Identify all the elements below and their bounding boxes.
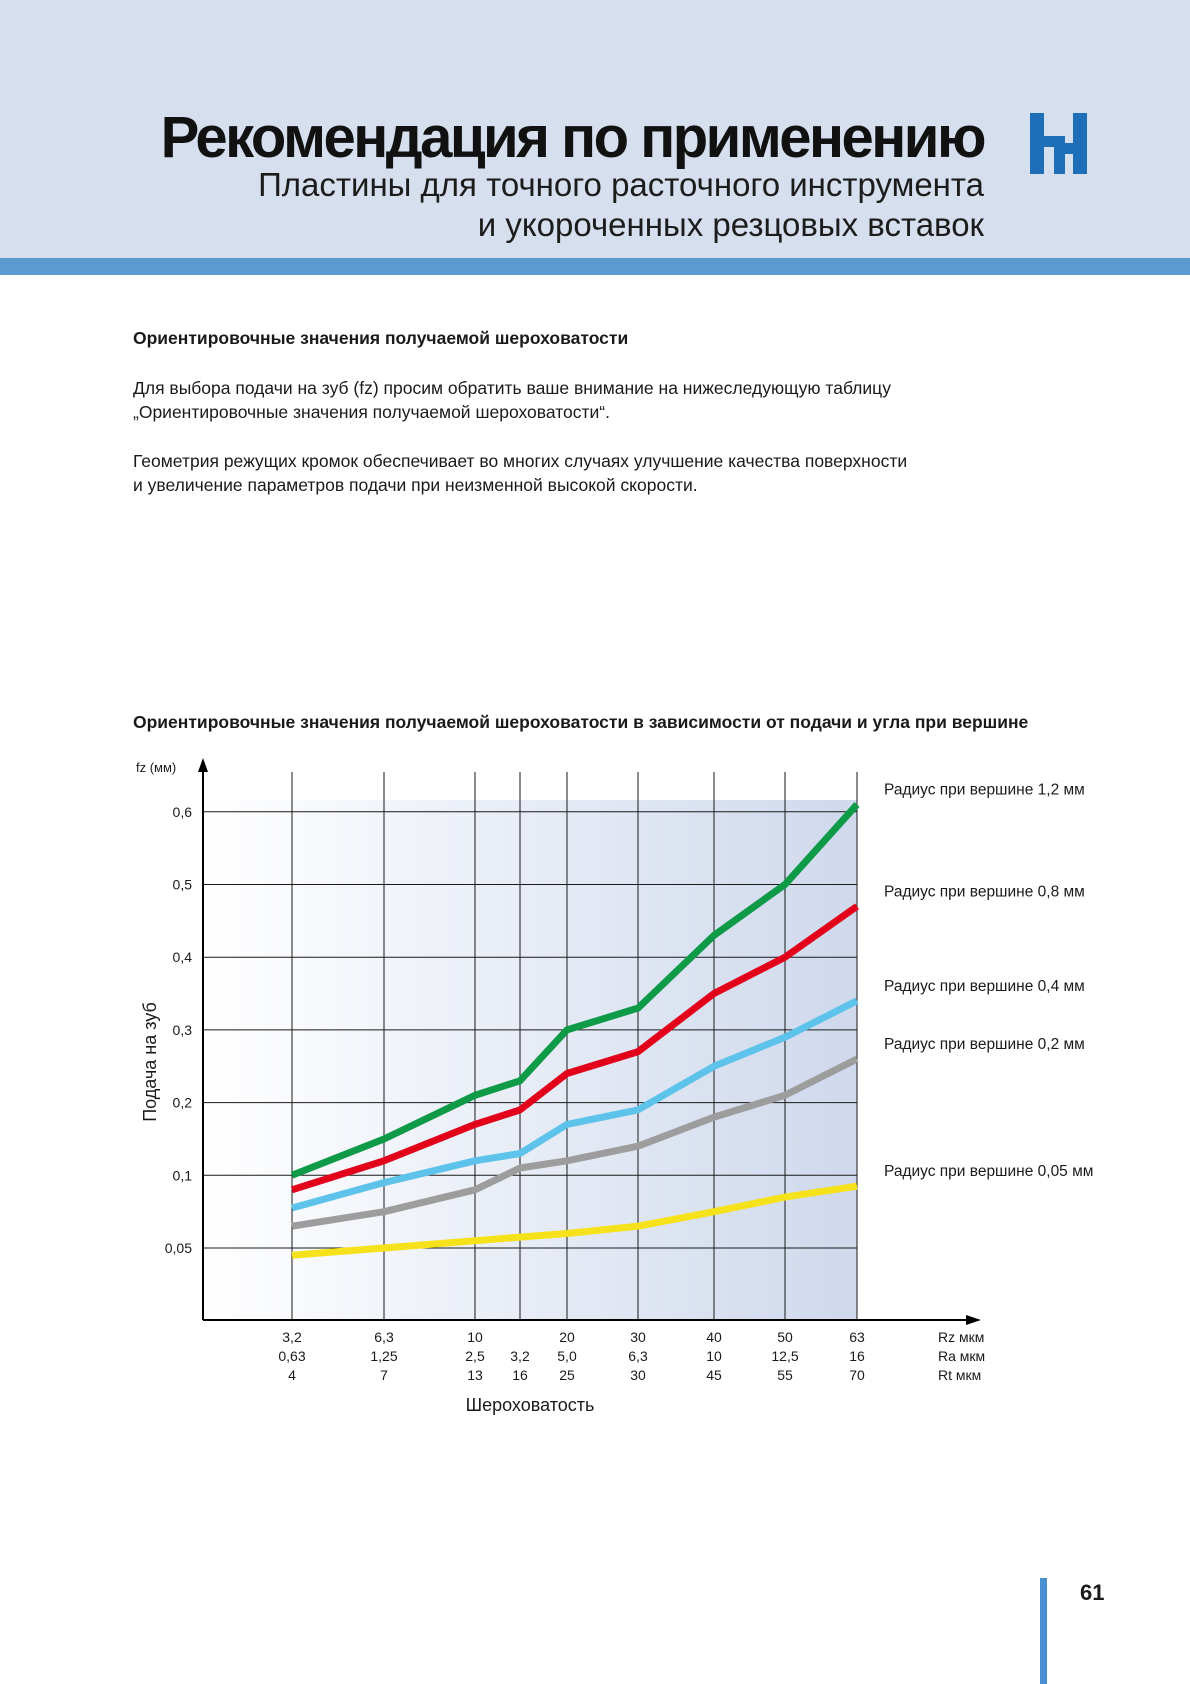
page-number-bar — [1040, 1578, 1047, 1684]
intro-paragraph — [133, 376, 891, 424]
header-stripe — [0, 258, 1190, 275]
x-row-unit-label: Ra мкм — [938, 1348, 986, 1364]
y-tick-label: 0,1 — [172, 1167, 192, 1184]
x-tick-label-ra: 6,3 — [628, 1348, 648, 1364]
x-tick-label-rt: 30 — [630, 1367, 646, 1383]
x-tick-label-rt: 70 — [849, 1367, 865, 1383]
y-axis-arrow-icon — [198, 758, 208, 772]
y-tick-label: 0,2 — [172, 1094, 192, 1111]
y-tick-labels — [165, 804, 192, 1256]
legend-label: Радиус при вершине 0,05 мм — [884, 1163, 1094, 1181]
x-tick-label-rt: 55 — [777, 1367, 793, 1383]
y-tick-label: 0,5 — [172, 876, 192, 893]
x-tick-label-rz: 6,3 — [374, 1329, 394, 1345]
plot-background — [203, 800, 857, 1320]
x-tick-labels — [278, 1329, 985, 1383]
x-tick-label-ra: 5,0 — [557, 1348, 577, 1364]
legend-label: Радиус при вершине 0,8 мм — [884, 883, 1085, 901]
page-title: Рекомендация по применению — [160, 105, 984, 170]
legend-label: Радиус при вершине 0,2 мм — [884, 1035, 1085, 1053]
chart-title: Ориентировочные значения получаемой шероховатости в зависимости от подачи и угла при вершине — [133, 712, 1029, 732]
page-subtitle-line1: Пластины для точного расточного инструмента — [258, 166, 984, 203]
x-tick-label-ra: 1,25 — [370, 1348, 398, 1364]
x-tick-label-rt: 7 — [380, 1367, 388, 1383]
x-tick-label-ra: 16 — [849, 1348, 865, 1364]
x-tick-label-rz: 50 — [777, 1329, 793, 1345]
x-tick-label-rz: 20 — [559, 1329, 575, 1345]
section-heading: Ориентировочные значения получаемой шероховатости — [133, 328, 629, 348]
paragraph-line: Для выбора подачи на зуб (fz) просим обратить ваше внимание на нижеследующую таблицу — [133, 378, 891, 398]
page-number: 61 — [1080, 1580, 1105, 1605]
x-tick-label-rt: 4 — [288, 1367, 296, 1383]
x-axis-arrow-icon — [966, 1315, 981, 1325]
y-tick-label: 0,05 — [164, 1240, 192, 1256]
geometry-paragraph — [133, 449, 907, 497]
x-tick-label-rt: 45 — [706, 1367, 722, 1383]
paragraph-line: Геометрия режущих кромок обеспечивает во многих случаях улучшение качества поверхности — [133, 451, 908, 471]
x-row-unit-label: Rz мкм — [938, 1329, 985, 1345]
company-logo-icon — [1030, 113, 1087, 174]
paragraph-line: и увеличение параметров подачи при неизменной высокой скорости. — [133, 475, 698, 495]
x-tick-label-ra: 2,5 — [465, 1348, 485, 1364]
x-tick-label-rt: 16 — [512, 1367, 528, 1383]
x-tick-label-rz: 40 — [706, 1329, 722, 1345]
x-tick-label-rz: 3,2 — [282, 1329, 302, 1345]
roughness-feed-chart — [0, 740, 1190, 1430]
chart-legend — [884, 782, 1093, 1181]
y-axis-label: Подача на зуб — [140, 1002, 160, 1122]
y-tick-label: 0,6 — [172, 803, 192, 820]
legend-label: Радиус при вершине 0,4 мм — [884, 977, 1085, 995]
x-tick-label-ra: 10 — [706, 1348, 722, 1364]
x-tick-label-rz: 30 — [630, 1329, 646, 1345]
y-tick-label: 0,4 — [172, 949, 192, 966]
x-tick-label-ra: 12,5 — [771, 1348, 799, 1364]
legend-label: Радиус при вершине 1,2 мм — [884, 781, 1085, 799]
page-subtitle-line2: и укороченных резцовых вставок — [477, 206, 984, 243]
x-row-unit-label: Rt мкм — [938, 1367, 982, 1383]
x-tick-label-rz: 10 — [467, 1329, 483, 1345]
x-tick-label-ra: 3,2 — [510, 1348, 530, 1364]
x-tick-label-rt: 25 — [559, 1367, 575, 1383]
y-tick-label: 0,3 — [172, 1021, 192, 1038]
x-tick-label-ra: 0,63 — [278, 1348, 306, 1364]
paragraph-line: „Ориентировочные значения получаемой шероховатости“. — [133, 402, 610, 422]
x-tick-label-rt: 13 — [467, 1367, 483, 1383]
y-axis-unit-label: fz (мм) — [136, 760, 177, 775]
x-axis-label: Шероховатость — [465, 1395, 595, 1415]
x-tick-label-rz: 63 — [849, 1329, 865, 1345]
